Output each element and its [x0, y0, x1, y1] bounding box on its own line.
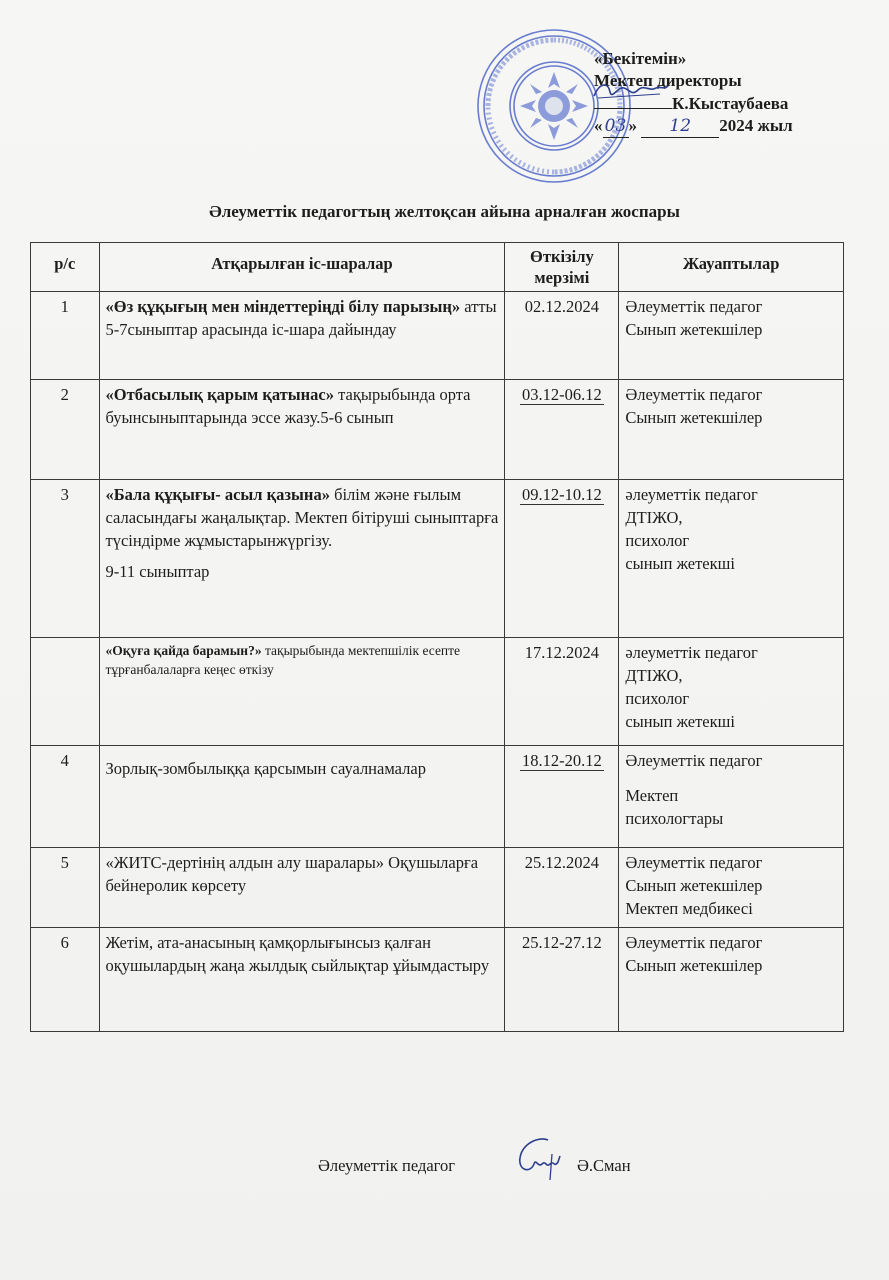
row-num: 2: [31, 380, 100, 480]
page-title: Әлеуметтік педагогтың желтоқсан айына арналған жоспары: [209, 202, 680, 221]
row-date: [505, 380, 619, 480]
activity-text: Зорлық-зомбылыққа қарсымын сауалнамалар: [105, 759, 426, 778]
responsible-item: ДТІЖО,: [625, 666, 683, 685]
approval-month: 12: [641, 115, 719, 138]
header-num: р/с: [31, 243, 100, 292]
responsible-item: әлеуметтік педагог: [625, 643, 758, 662]
director-position: Мектеп директоры: [594, 71, 742, 90]
row-date: [505, 928, 619, 1032]
row-responsible: [619, 292, 844, 380]
responsible-item: психолог: [625, 689, 690, 708]
activity-text: тақырыбында орта буынсыныптарында эссе жазу.5-6 сынып: [105, 385, 471, 427]
activity-text: «ЖИТС-дертінің алдын алу шаралары» Оқушыларға бейнеролик көрсету: [105, 853, 479, 895]
table-row: [31, 638, 844, 746]
activity-classes: 9-11 сыныптар: [105, 562, 210, 581]
row-date: [505, 746, 619, 848]
responsible-item: Әлеуметтік педагог: [625, 853, 763, 872]
date-value: 25.12.2024: [524, 853, 600, 872]
responsible-item: психолог: [625, 531, 690, 550]
activity-title: «Оқуға қайда барамын?»: [105, 643, 262, 658]
row-num: 3: [31, 480, 100, 638]
row-activity: [99, 638, 505, 746]
row-num: 4: [31, 746, 100, 848]
row-activity: [99, 848, 505, 928]
activity-text: білім және ғылым саласындағы жаңалықтар. Мектеп бітіруші сыныптарға түсіндірме жұмыстарынжүргізу.: [105, 485, 499, 550]
row-activity: [99, 746, 505, 848]
row-activity: [99, 380, 505, 480]
approval-day: 03: [603, 115, 629, 138]
responsible-item: сынып жетекші: [625, 712, 735, 731]
date-value: 02.12.2024: [524, 297, 600, 316]
activity-text: Жетім, ата-анасының қамқорлығынсыз қалған оқушылардың жаңа жылдық сыйлықтар ұйымдастыру: [105, 933, 490, 975]
responsible-item: сынып жетекші: [625, 554, 735, 573]
table-header-row: [31, 243, 844, 292]
director-name: К.Кыстаубаева: [672, 94, 789, 113]
director-line: [594, 92, 793, 115]
row-num: 5: [31, 848, 100, 928]
date-value: 17.12.2024: [524, 643, 600, 662]
date-value: 18.12-20.12: [522, 751, 602, 770]
row-date: [505, 480, 619, 638]
activity-text: тақырыбында мектепшілік есепте тұрғанбалаларға кеңес өткізу: [105, 643, 461, 677]
responsible-item: Әлеуметтік педагог: [625, 751, 763, 770]
row-responsible: [619, 928, 844, 1032]
approve-label: «Бекітемін»: [594, 49, 687, 68]
table-row: [31, 848, 844, 928]
row-num: 1: [31, 292, 100, 380]
row-date: [505, 848, 619, 928]
header-date: Өткізілу мерзімі: [505, 243, 619, 292]
row-date: [505, 638, 619, 746]
date-value: 09.12-10.12: [522, 485, 602, 504]
responsible-item: ДТІЖО,: [625, 508, 683, 527]
activity-title: «Бала құқығы- асыл қазына»: [105, 485, 330, 504]
responsible-item: Әлеуметтік педагог: [625, 297, 763, 316]
footer-name: Ә.Сман: [577, 1156, 631, 1175]
row-num: [31, 638, 100, 746]
responsible-item: Мектеп: [625, 786, 679, 805]
responsible-item: Әлеуметтік педагог: [625, 385, 763, 404]
footer-role: Әлеуметтік педагог: [318, 1156, 456, 1175]
responsible-item: Сынып жетекшілер: [625, 320, 763, 339]
approval-date: « 03 » 12 2024 жыл: [594, 116, 793, 136]
row-responsible: [619, 848, 844, 928]
activity-title: «Отбасылық қарым қатынас»: [105, 385, 334, 404]
row-activity: [99, 292, 505, 380]
row-activity: [99, 928, 505, 1032]
row-activity: [99, 480, 505, 638]
row-responsible: [619, 380, 844, 480]
date-value: 03.12-06.12: [522, 385, 602, 404]
pedagogue-signature: [508, 1134, 568, 1182]
activity-title: «Өз құқығың мен міндеттеріңді білу парызың»: [105, 297, 461, 316]
date-value: 25.12-27.12: [522, 933, 602, 952]
responsible-item: психологтары: [625, 809, 724, 828]
plan-table: [30, 242, 844, 1032]
row-num: 6: [31, 928, 100, 1032]
row-date: [505, 292, 619, 380]
responsible-item: Сынып жетекшілер: [625, 956, 763, 975]
row-responsible: [619, 746, 844, 848]
responsible-item: Әлеуметтік педагог: [625, 933, 763, 952]
director-signature: [594, 92, 672, 109]
approval-year: 2024 жыл: [719, 116, 793, 135]
row-responsible: [619, 480, 844, 638]
row-responsible: [619, 638, 844, 746]
signature-scribble: [590, 78, 670, 104]
responsible-item: Сынып жетекшілер: [625, 408, 763, 427]
responsible-item: әлеуметтік педагог: [625, 485, 758, 504]
table-row: [31, 380, 844, 480]
approval-block: [594, 48, 793, 138]
table-row: [31, 480, 844, 638]
table-row: [31, 928, 844, 1032]
header-responsible: Жауаптылар: [619, 243, 844, 292]
header-activity: Атқарылған іс-шаралар: [99, 243, 505, 292]
table-row: [31, 292, 844, 380]
table-row: [31, 746, 844, 848]
responsible-item: Сынып жетекшілер: [625, 876, 763, 895]
responsible-item: Мектеп медбикесі: [625, 899, 753, 918]
activity-text: атты 5-7сыныптар арасында іс-шара дайындау: [105, 297, 497, 339]
